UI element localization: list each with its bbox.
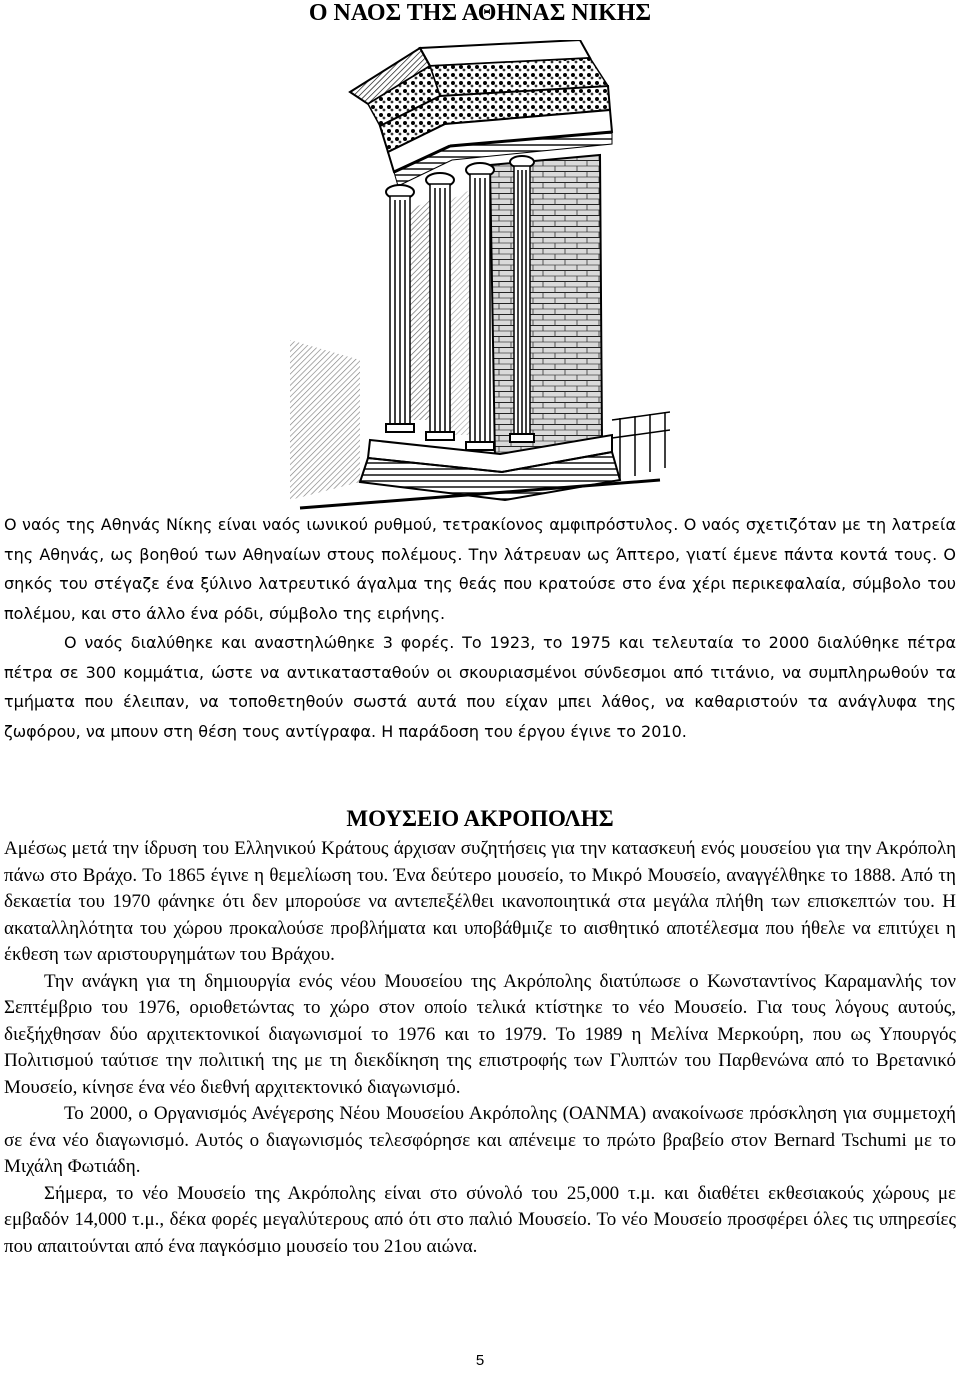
temple-description [4,510,956,746]
museum-paragraph-1: Αμέσως μετά την ίδρυση του Ελληνικού Κράτους άρχισαν συζητήσεις για την κατασκευή ενός μουσείου για την Ακρόπολη πάνω στο Βράχο. Το 1865 έγινε η θεμελίωση του. Ένα δεύτερο μουσείο, το Μικρό Μουσείο, αναγγέλθηκε το 1888. Από τη δεκαετία του 1970 φάνηκε ότι δεν μπορούσε να αντεπεξέλθει ικανοποιητικά στα μεγάλα πλήθη των επισκεπτών του. Η ακαταλληλότητα του χώρου προκαλούσε προβλήματα και υποβάθμιζε το αισθητικό αποτέλεσμα που ήθελε να επιτύχει η έκθεση των αριστουργημάτων του Βράχου. [4,838,956,965]
page-number: 5 [475,1352,485,1369]
museum-paragraph-4: Σήμερα, το νέο Μουσείο της Ακρόπολης είναι στο σύνολό του 25,000 τ.μ. και διαθέτει εκθεσιακούς χώρους με εμβαδόν 14,000 τ.μ., δέκα φορές μεγαλύτερους από ότι στο παλιό Μουσείο. Το νέο Μουσείο προσφέρει όλες τις υπηρεσίες που απαιτούνται από ένα παγκόσμιο μουσείο του 21ου αιώνα. [4,1182,956,1257]
page-title: Ο ΝΑΟΣ ΤΗΣ ΑΘΗΝΑΣ ΝΙΚΗΣ [308,0,652,26]
museum-heading: ΜΟΥΣΕΙΟ ΑΚΡΟΠΟΛΗΣ [346,806,614,831]
temple-illustration [290,40,670,510]
temple-paragraph-1: Ο ναός της Αθηνάς Νίκης είναι ναός ιωνικού ρυθμού, τετρακίονος αμφιπρόστυλος. Ο ναός σχετιζόταν με τη λατρεία της Αθηνάς, ως βοηθού των Αθηναίων στους πολέμους. Την λάτρευαν ως Άπτερο, γιατί έμενε πάντα κοντά τους. Ο σηκός του στέγαζε ένα ξύλινο λατρευτικό άγαλμα της θεάς που κρατούσε στο ένα χέρι περικεφαλαία, σύμβολο του πολέμου, και στο άλλο ένα ρόδι, σύμβολο της ειρήνης. [4,515,956,623]
museum-paragraph-3: Το 2000, ο Οργανισμός Ανέγερσης Νέου Μουσείου Ακρόπολης (ΟΑΝΜΑ) ανακοίνωσε πρόσκληση για συμμετοχή σε ένα νέο διαγωνισμό. Αυτός ο διαγωνισμός τελεσφόρησε και απένειμε το πρώτο βραβείο στον Bernard Tschumi με το Μιχάλη Φωτιάδη. [4,1103,956,1177]
museum-description [4,836,956,1260]
museum-paragraph-2: Την ανάγκη για τη δημιουργία ενός νέου Μουσείου της Ακρόπολης διατύπωσε ο Κωνσταντίνος Καραμανλής τον Σεπτέμβριο του 1976, οριοθετώντας το χώρο στον οποίο τελικά κτίστηκε το νέο Μουσείο. Για τους λόγους αυτούς, διεξήχθησαν δύο αρχιτεκτονικοί διαγωνισμοί το 1976 και το 1979. Το 1989 η Μελίνα Μερκούρη, που ως Υπουργός Πολιτισμού ταύτισε την πολιτική της με τη διεκδίκηση της επιστροφής των Γλυπτών του Παρθενώνα από το Βρετανικό Μουσείο, κίνησε ένα νέο διεθνή αρχιτεκτονικό διαγωνισμό. [4,970,956,1098]
temple-engraving-icon [290,40,670,510]
temple-paragraph-2: Ο ναός διαλύθηκε και αναστηλώθηκε 3 φορές. Το 1923, το 1975 και τελευταία το 2000 διαλύθηκε πέτρα πέτρα σε 300 κομμάτια, ώστε να αντικατασταθούν οι σκουριασμένοι σύνδεσμοι από τιτάνιο, να συμπληρωθούν τα τμήματα που έλειπαν, να τοποθετηθούν σωστά αυτά που είχαν μπει λάθος, να καθαριστούν τα ανάγλυφα της ζωφόρου, να μπουν στη θέση τους αντίγραφα. Η παράδοση του έργου έγινε το 2010. [4,633,956,741]
